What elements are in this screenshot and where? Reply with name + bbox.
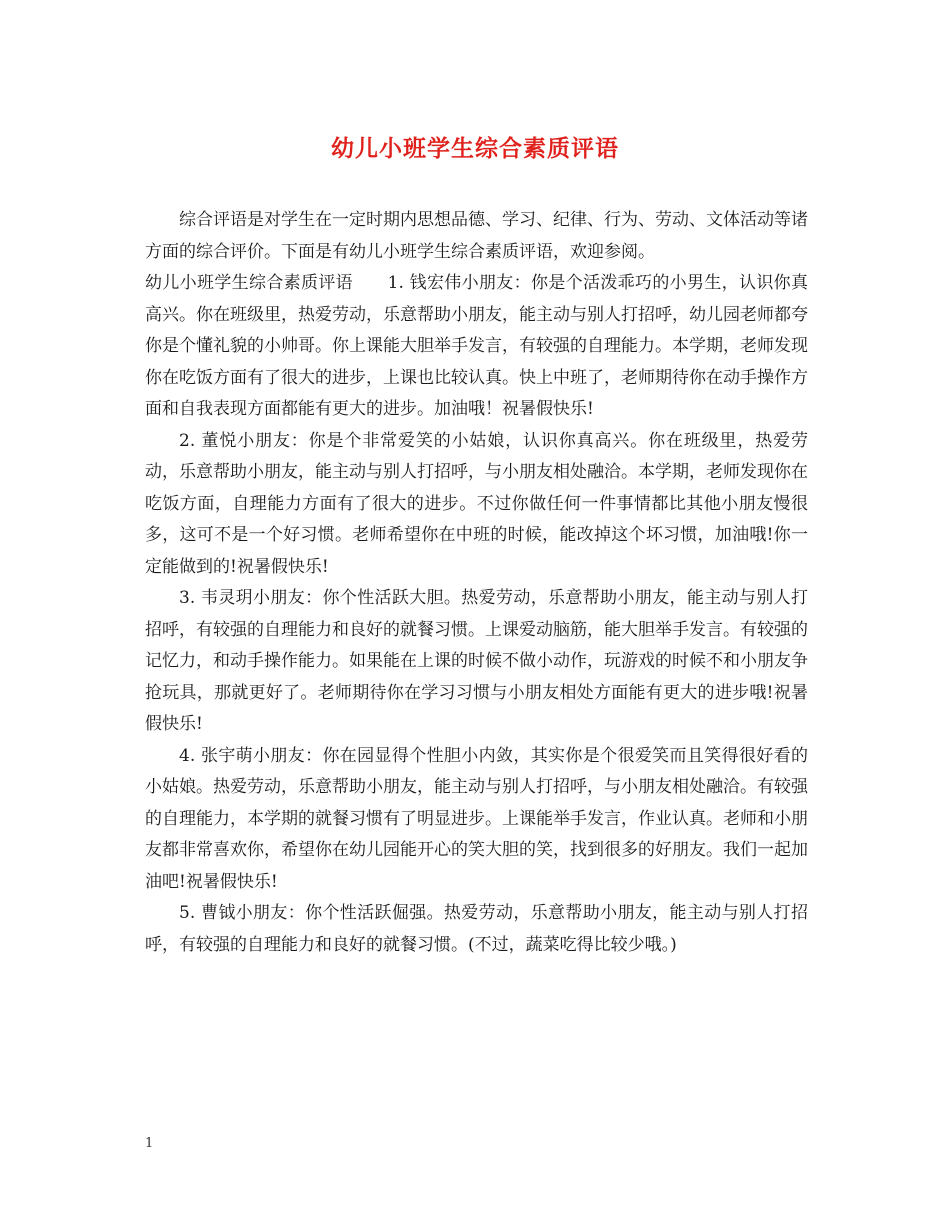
paragraph-5: 5. 曹钺小朋友：你个性活跃倔强。热爱劳动，乐意帮助小朋友，能主动与别人打招呼，有较强的自理能力和良好的就餐习惯。(不过，蔬菜吃得比较少哦。) xyxy=(145,903,808,955)
paragraph-2: 2. 董悦小朋友：你是个非常爱笑的小姑娘，认识你真高兴。你在班级里，热爱劳动，乐意帮助小朋友，能主动与别人打招呼，与小朋友相处融洽。本学期，老师发现你在吃饭方面，自理能力方面有了很大的进步。不过你做任何一件事情都比其他小朋友慢很多，这可不是一个好习惯。老师希望你在中班的时候，能改掉这个坏习惯，加油哦!你一定能做到的!祝暑假快乐! xyxy=(145,430,808,577)
paragraph-4: 4. 张宇萌小朋友：你在园显得个性胆小内敛，其实你是个很爱笑而且笑得很好看的小姑娘。热爱劳动，乐意帮助小朋友，能主动与别人打招呼，与小朋友相处融洽。有较强的自理能力，本学期的就餐习惯有了明显进步。上课能举手发言，作业认真。老师和小朋友都非常喜欢你，希望你在幼儿园能开心的笑大胆的笑，找到很多的好朋友。我们一起加油吧!祝暑假快乐! xyxy=(145,745,808,892)
page-number: 1 xyxy=(145,1136,154,1151)
paragraph-1: 幼儿小班学生综合素质评语 1. 钱宏伟小朋友：你是个活泼乖巧的小男生，认识你真高兴。你在班级里，热爱劳动，乐意帮助小朋友，能主动与别人打招呼，幼儿园老师都夸你是个懂礼貌的小帅哥。你上课能大胆举手发言，有较强的自理能力。本学期，老师发现你在吃饭方面有了很大的进步，上课也比较认真。快上中班了，老师期待你在动手操作方面和自我表现方面都能有更大的进步。加油哦！祝暑假快乐! xyxy=(145,273,808,419)
intro-paragraph: 综合评语是对学生在一定时期内思想品德、学习、纪律、行为、劳动、文体活动等诸方面的综合评价。下面是有幼儿小班学生综合素质评语，欢迎参阅。 xyxy=(145,210,808,262)
document-body xyxy=(145,205,808,961)
paragraph-3: 3. 韦灵玥小朋友：你个性活跃大胆。热爱劳动，乐意帮助小朋友，能主动与别人打招呼，有较强的自理能力和良好的就餐习惯。上课爱动脑筋，能大胆举手发言。有较强的记忆力，和动手操作能力。如果能在上课的时候不做小动作，玩游戏的时候不和小朋友争抢玩具，那就更好了。老师期待你在学习习惯与小朋友相处方面能有更大的进步哦!祝暑假快乐! xyxy=(145,588,808,734)
document-title: 幼儿小班学生综合素质评语 xyxy=(331,135,619,162)
